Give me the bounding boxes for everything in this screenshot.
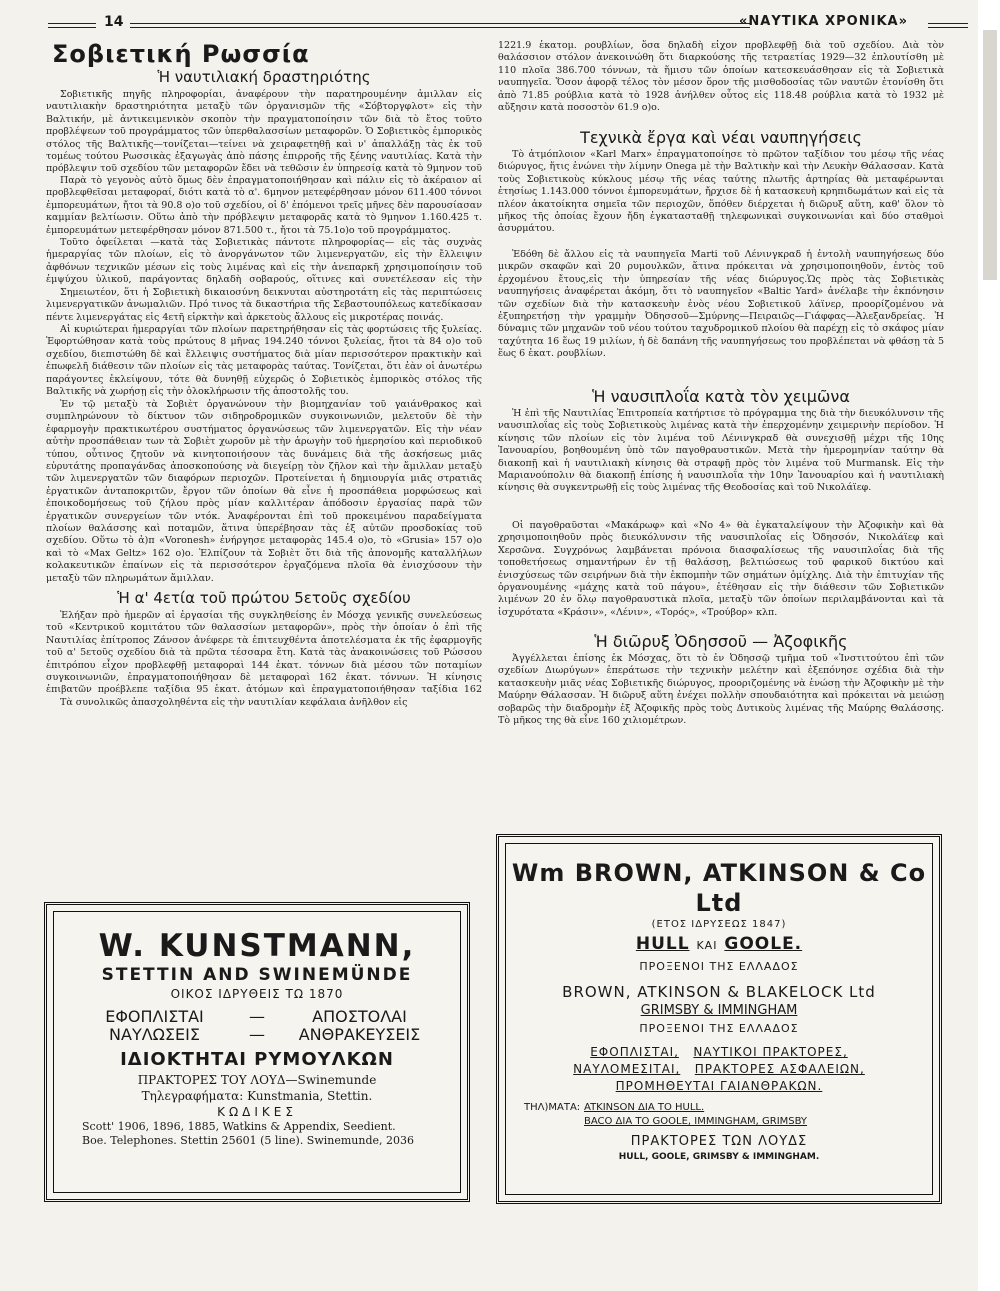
ad-conjunction: ΚΑΙ	[696, 939, 718, 952]
paragraph-block	[498, 408, 944, 520]
section-heading: Ἡ ναυσιπλοΐα κατὰ τὸν χειμῶνα	[592, 387, 850, 406]
paragraph-block	[46, 697, 482, 710]
journal-title: «ΝΑΥΤΙΚΑ ΧΡΟΝΙΚΑ»	[739, 14, 908, 29]
ad-services-grid	[72, 1008, 442, 1044]
paragraph: Ἐδόθη δὲ ἄλλου εἰς τὰ ναυπηγεῖα Marti τοῦ Λένινγκραδ ἡ ἐντολὴ ναυπηγήσεως δύο μικρῶν σκαφῶν καὶ 20 ρυμουλκῶν, ἅτινα πρόκειται νὰ χρησιμοποιηθοῦν, ἐντὸς τοῦ ἐρχομένου ἔτους,εἰς τὴν ὑπηρεσίαν τῆς νέας διώρυγος.Ὡς πρὸς τὰς Σοβιετικὰς ναυπηγήσεις ἀναφέρεται ἀκόμη, ὅτι τὸ ναυπηγεῖον «Baltic Yard» ἀνέλαβε τὴν ἐκπόνησιν τῶν σχεδίων διὰ τὴν κατασκευὴν ἑνὸς νέου Σοβιετικοῦ λάϊνερ, προορίζομένου νὰ ἐξυπηρετήσῃ τὴν γραμμὴν Ὀδησσοῦ—Σμύρνης—Πειραιῶς—Γιάφφας—Ἀλεξανδρείας. Ἡ δύναμις τῶν μηχανῶν τοῦ νέου τούτου ταχυδρομικοῦ πλοίου θὰ παρέχῃ εἰς τὸ σκάφος μίαν ταχύτητα 16 ἕως 19 μιλίων, ἡ δὲ δαπάνη τῆς ναυπηγήσεως του προβλέπεται νὰ φθάσῃ τὰ 5 ἕως 6 ἑκατ. ρουβλίων.	[498, 249, 944, 360]
ad-hull-goole	[506, 932, 932, 958]
section-heading: Ἡ α' 4ετία τοῦ πρώτου 5ετοῦς σχεδίου	[117, 589, 411, 607]
ad-codes-heading: ΚΩΔΙΚΕΣ	[217, 1105, 297, 1119]
brown-atkinson-advertisement	[496, 834, 942, 1204]
paragraph-block	[498, 40, 944, 128]
ad-service: ΝΑΥΛΩΣΕΙΣ	[109, 1025, 200, 1044]
kunstmann-advertisement	[44, 902, 470, 1202]
ad-service: ΑΠΟΣΤΟΛΑΙ	[312, 1007, 407, 1026]
paragraph: Σοβιετικῆς πηγῆς πληροφορίαι, ἀναφέρουν τὴν παρατηρουμένην ἁμιλλαν εἰς ναυτιλιακὴν δραστηριότητα μεταξὺ τῶν ὀργανισμῶν τῆς «Σόβτοργφλοτ» εἰς τὴν Βαλτικήν, μὲ ἀντικειμενικὸν σκοπὸν τὴν πραγματοποίησιν τῶν διὰ τὸ ἔτος τοῦτο προβλέψεων τοῦ προγράμματος τῶν ὑπερθαλασσίων μεταφορῶν. Ὁ Σοβιετικὸς ἐμπορικὸς στόλος τῆς Βαλτικῆς—τονίζεται—τείνει νὰ χειραφετηθῇ καὶ ν' ἀπαλλάξῃ τὰς ἐκ τοῦ τομέως τούτου Ρωσσικὰς ἐξαγωγὰς ἀπὸ πάσης ἐπιρροῆς τῆς ξένης ναυτιλίας. Κατὰ τὴν πρόβλεψιν τοῦ σχεδίου τῶν μεταφορῶν ἔδει νὰ τεθῶσιν ἐν ὑπηρεσίᾳ κατὰ τὸ 9μηνον τοῦ	[46, 89, 482, 175]
paragraph: Σημειωτέον, ὅτι ἡ Σοβιετικὴ δικαιοσύνη δεικνυται αὐστηροτάτη εἰς τὰς περιπτώσεις λιμενεργατικῶν ἀνωμαλιῶν. Πρό τινος τὰ δικαστήρια τῆς Σεβαστουπόλεως κατεδίκασαν πέντε λιμενεργάτας εἰς 4ετῆ εἱρκτὴν καὶ ἀρκετοὺς ἄλλους εἰς μικροτέρας ποινάς.	[46, 287, 482, 323]
ad-service: ΠΡΑΚΤΟΡΕΣ ΑΣΦΑΛΕΙΩΝ,	[694, 1062, 865, 1076]
paragraph-block	[498, 149, 944, 249]
ad-service: ΑΝΘΡΑΚΕΥΣΕΙΣ	[298, 1025, 421, 1044]
paragraph: 1221.9 ἑκατομ. ρουβλίων, ὅσα δηλαδὴ εἶχον προβλεφθῇ διὰ τοῦ σχεδίου. Διὰ τὸν θαλάσσιον στόλον ἀνεκοινώθη ὅτι διαρκούσης τῆς τετραετίας 1929—32 ἐπλουτίσθη μὲ 110 πλοῖα 386.700 τόννων, τὰ ἥμισυ τῶν ὁποίων κατεσκευάσθησαν εἰς τὰ Σοβιετικὰ ναυπηγεῖα. Ὅσον ἀφορᾷ τέλος τὸν μέσον ὅρον τῆς μισθοδοσίας τῶν ναυτῶν ἐτονίσθη ὅτι ἀπὸ 71.85 ρούβλια κατὰ τὸ 1928 ἀνήλθεν οὗτος εἰς 118.48 ρούβλια κατὰ τὸ 1932 μὲ αὔξησιν κατὰ ποσοστὸν 61.9 ο)ο.	[498, 40, 944, 114]
ad-company-name: Wm BROWN, ATKINSON & Co Ltd	[511, 859, 927, 917]
ad-inner-frame	[53, 911, 461, 1193]
paragraph-block	[46, 175, 482, 237]
header-rule	[48, 23, 96, 28]
ad-agents: ΠΡΑΚΤΟΡΕΣ ΤΩΝ ΛΟΥΔΣ	[630, 1134, 808, 1149]
ad-dash: —	[249, 1007, 265, 1026]
paragraph-block	[46, 237, 482, 287]
ad-service: ΕΦΟΠΛΙΣΤΑΙ,	[590, 1045, 679, 1059]
ad-company-name: W. KUNSTMANN,	[98, 928, 416, 964]
paragraph: Ἐλήξαν πρὸ ἡμερῶν αἱ ἐργασίαι τῆς συγκληθείσης ἐν Μόσχᾳ γενικῆς συνελεύσεως τοῦ «Κεντρικοῦ κομιτάτου τῶν θαλασσίων μεταφορῶν», πρὸς τὴν ὁποίαν ὁ ἐπὶ τῆς Ναυτιλίας ἐπίτροπος Ζάνσον ἀνέφερε τὰ ἐπιτευχθέντα ἀποτελέσματα ἐκ τῆς ἐφαρμογῆς τοῦ α' 5ετοῦς σχεδίου διὰ τὰ πρῶτα τέσσαρα ἔτη. Κατὰ τὰς ἀνακοινώσεις τοῦ Ρώσσου ἐπιτρόπου εἶχον προβλεφθῇ μεταφοραὶ 144 ἑκατ. τόννων διὰ μέσου τῶν ποταμίων συγκοινωνιῶν, ἐπραγματοποιήθησαν δὲ μεταφοραὶ 162 ἑκατ. τόννων. Ἡ κίνησις ἐπιβατῶν προέβλεπε ταξίδια 95 ἑκατ. ἀτόμων καὶ ἐπραγματοποιήθησαν ταξίδια 162	[46, 610, 482, 696]
right-column	[498, 40, 944, 741]
paragraph: Τοῦτο ὀφείλεται —κατὰ τὰς Σοβιετικὰς πάντοτε πληροφορίας— εἰς τὰς συχνὰς ἡμεραργίας τῶν πλοίων, εἰς τὸ ἀνοργάνωτον τῶν λιμενεργατῶν, εἰς τὴν ἔλλειψιν ἀφθόνων τεχνικῶν μέσων εἰς τοὺς λιμένας καὶ εἰς τὴν ἀνεπαρκῆ χρησιμοποίησιν τοῦ ἐμψύχου ὑλικοῦ, παράγοντας δηλαδὴ σοβαρούς, οἵτινες καὶ συνετέλεσαν εἰς τὴν	[46, 237, 482, 286]
paragraph: Ἀγγέλλεται ἐπίσης ἐκ Μόσχας, ὅτι τὸ ἐν Ὀδησσῷ τμῆμα τοῦ «Ἰνστιτούτου ἐπὶ τῶν σχεδίων Διωρύγων» ἐπεράτωσε τὴν τεχνικὴν μελέτην καὶ ἐξεπόνησε σχέδια διὰ τὴν κατασκευὴν μιᾶς νέας Σοβιετικῆς διώρυγος, προοριζομένης νὰ ἑνώσῃ τὴν Ἀζοφικὴν μὲ τὴν Μαύρην Θάλασσαν. Ἡ διῶρυξ αὕτη ἐνέχει πολλὴν σπουδαιότητα καὶ πρόκειται νὰ μειώσῃ σοβαρῶς τὴν διαδρομὴν ἐξ Ἀζοφικῆς πρὸς τοὺς Δυτικοὺς λιμένας τῆς Μαύρης Θαλάσσης. Τὸ μῆκος της θὰ εἶνε 160 χιλιομέτρων.	[498, 653, 944, 727]
ad-city: HULL	[635, 934, 690, 954]
ad-established: (ΕΤΟΣ ΙΔΡΥΣΕΩΣ 1847)	[651, 919, 787, 930]
paragraph-block	[46, 287, 482, 324]
ad-service: ΕΦΟΠΛΙΣΤΑΙ	[105, 1007, 204, 1026]
paragraph-block	[498, 249, 944, 387]
ad-consuls: ΠΡΟΞΕΝΟΙ ΤΗΣ ΕΛΛΑΔΟΣ	[639, 960, 799, 973]
section-heading: Ἡ διῶρυξ Ὀδησσοῦ — Ἀζοφικῆς	[594, 632, 848, 651]
ad-agent-cities: HULL, GOOLE, GRIMSBY & IMMINGHAM.	[618, 1152, 820, 1162]
page-number: 14	[104, 14, 124, 30]
paragraph: Ἡ ἐπὶ τῆς Ναυτιλίας Ἐπιτροπεία κατήρτισε τὸ πρόγραμμα της διὰ τὴν διευκόλυνσιν τῆς ναυσιπλοΐας εἰς τοὺς Σοβιετικοὺς λιμένας κατὰ τὴν ἐπερχομένην χειμερινὴν περίοδον. Ἡ κίνησις τῶν πλοίων εἰς τὸν λιμένα τοῦ Λένινγκραδ θὰ συνεχισθῇ μέχρι τῆς 10ης Ἰανουαρίου, βοηθουμένη ὑπὸ τῶν παγοθραυστικῶν. Μετὰ τὴν ἡμερομηνίαν ταύτην θὰ διακοπῇ καὶ ἡ ναυτιλιακὴ κίνησις θὰ στραφῇ πρὸς τὸν λιμένα τοῦ Murmansk. Εἰς τὴν Μαριανούπολιν θὰ διακοπῇ ἐπίσης ἡ ναυσιπλοΐα τὴν 10ην Ἰανουαρίου καὶ ἡ ναυτιλιακὴ κίνησις θὰ συγκεντρωθῇ εἰς τοὺς λιμένας τῆς Θεοδοσίας καὶ τοῦ Νικολάϊεφ.	[498, 408, 944, 494]
paragraph-block	[46, 89, 482, 175]
paragraph-block	[498, 520, 944, 632]
ad-telegraph-address: BACO ΔΙΑ ΤΟ GOOLE, IMMINGHAM, GRIMSBY	[584, 1116, 808, 1127]
header-rule	[130, 23, 750, 28]
ad-service: ΠΡΟΜΗΘΕΥΤΑΙ ΓΑΙΑΝΘΡΑΚΩΝ.	[615, 1079, 823, 1093]
paragraph: Παρὰ τὸ γεγονὸς αὐτὸ ὅμως δὲν ἐπραγματοποιήθησαν καὶ πάλιν εἰς τὸ ἀκέραιον αἱ προβλεφθεῖσαι μεταφοραί, διότι κατὰ τὸ α'. 6μηνον μετεφέρθησαν μόνον 611.400 τόννοι ἐμπορευμάτων, ἤτοι τὰ 90.8 ο)ο τοῦ σχεδίου, οἱ δ' ἑπόμενοι τρεῖς μῆνες δὲν παρουσίασαν καμμίαν βελτίωσιν. Οὕτω ἀπὸ τὴν πρόβλεψιν μεταφορᾶς κατὰ τὸ 9μηνον 1.160.425 τ. ἐμπορευμάτων μετεφέρθησαν μόνον 871.500 τ., ἤτοι τὰ 75.1ο)ο τοῦ προγράμματος.	[46, 175, 482, 236]
ad-services-row	[506, 1078, 932, 1095]
ad-service: ΝΑΥΛΟΜΕΣΙΤΑΙ,	[573, 1062, 681, 1076]
article-title: Σοβιετική Ρωσσία	[52, 40, 310, 68]
header-rule	[928, 23, 968, 28]
article-subtitle: Ἡ ναυτιλιακή δραστηριότης	[157, 68, 371, 86]
left-column	[46, 40, 482, 710]
ad-consuls: ΠΡΟΞΕΝΟΙ ΤΗΣ ΕΛΛΑΔΟΣ	[639, 1022, 799, 1035]
ad-services-row	[506, 1061, 932, 1078]
page-edge-shadow	[983, 30, 997, 280]
ad-telegraph-label: ΤΗΛ)ΜΑΤΑ:	[524, 1102, 581, 1113]
paragraph: Τὰ συνολικῶς ἀπασχοληθέντα εἰς τὴν ναυτιλίαν κεφάλαια ἀνῆλθον εἰς	[60, 697, 408, 708]
running-header	[48, 14, 968, 36]
ad-dash: —	[249, 1025, 265, 1044]
ad-company-cities: STETTIN AND SWINEMÜNDE	[101, 965, 413, 985]
ad-telegraph-address: ATKINSON ΔΙΑ ΤΟ HULL.	[584, 1102, 705, 1113]
page-edge	[978, 0, 1000, 1291]
ad-company-name-2: BROWN, ATKINSON & BLAKELOCK Ltd	[562, 983, 876, 1001]
paragraph: Αἱ κυριώτεραι ἡμεραργίαι τῶν πλοίων παρετηρήθησαν εἰς τὰς φορτώσεις τῆς ξυλείας. Ἐφορτώθησαν κατὰ τοὺς πρώτους 8 μῆνας 194.240 τόννοι ξυλείας, ἤτοι τὰ 84 ο)ο τοῦ σχεδίου, διεπιστώθη δὲ καὶ ἔλλειψις συστήματος διὰ μίαν περισσότερον πρακτικὴν καὶ ἐπωφελῆ διάθεσιν τῶν πλοίων εἰς τὰς μεταφορὰς ταύτας. Τονίζεται, ὅτι ἐὰν οἱ ἀνωτέρω παράγοντες ἐκλείψουν, τότε θὰ δυνηθῇ εὐχερῶς ὁ Σοβιετικὸς ἐμπορικὸς στόλος τῆς Βαλτικῆς νὰ χωρήσῃ εἰς τὴν ὁλοκλήρωσιν τῆς ἀποστολῆς του.	[46, 324, 482, 398]
paragraph-block	[46, 324, 482, 399]
ad-service: ΝΑΥΤΙΚΟΙ ΠΡΑΚΤΟΡΕΣ,	[693, 1045, 848, 1059]
section-heading: Τεχνικὰ ἔργα καὶ νέαι ναυπηγήσεις	[580, 128, 862, 147]
ad-code-line: Scott' 1906, 1896, 1885, Watkins & Appendix, Seedient.	[82, 1120, 396, 1133]
ad-agents: ΠΡΑΚΤΟΡΕΣ ΤΟΥ ΛΟΥΔ—Swinemunde	[137, 1073, 377, 1087]
ad-established: ΟΙΚΟΣ ΙΔΡΥΘΕΙΣ ΤΩ 1870	[170, 987, 344, 1001]
ad-services-row	[506, 1044, 932, 1061]
paragraph: Τὸ ἀτμόπλοιον «Karl Marx» ἐπραγματοποίησε τὸ πρῶτον ταξίδιον του μέσῳ τῆς νέας διώρυγος, ἥτις ἑνώνει τὴν λίμνην Onega μὲ τὴν Βαλτικὴν καὶ τὴν Λευκὴν Θάλασσαν. Κατὰ τοὺς Σοβιετικοὺς κύκλους μέσῳ τῆς νέας ταύτης πλωτῆς ἀρτηρίας θὰ μεταφέρωνται ἐτησίως 1.143.000 τόννοι ἐμπορευμάτων, ἤρχισε δὲ ἡ κατασκευὴ κρηπιδωμάτων καὶ εἰς τὰ πλέον ἀκατοίκητα σημεῖα τῶν περιοχῶν, ὅπόθεν διέρχεται ἡ διῶρυξ αὕτη, καθ' ὅλον τὸ μῆκος τῆς ὁποίας ἔχουν ἤδη ἐγκατασταθῇ τηλεφωνικαὶ συγκοινωνίαι καὶ δύο σταθμοὶ ἀσυρμάτου.	[498, 149, 944, 235]
paragraph-block	[46, 610, 482, 697]
paragraph: Οἱ παγοθραῦσται «Μακάρωφ» καὶ «Νο 4» θὰ ἐγκαταλείψουν τὴν Ἀζοφικὴν καὶ θὰ χρησιμοποιηθοῦν πρὸς διευκόλυνσιν τῆς ναυσιπλοΐας εἰς Ὀδησσόν, Νικολάϊεφ καὶ Χερσῶνα. Συγχρόνως λαμβάνεται πρόνοια διασφαλίσεως τῆς ναυσιπλοΐας διὰ τῆς τοποθετήσεως σημαντήρων ἐν τῇ θαλάσσῃ, βελτιώσεως τοῦ φαρικοῦ δικτύου καὶ ἐνισχύσεως τῶν σειρήνων διὰ τὴν ἐκπομπὴν τῶν σημάτων ὁμίχλης. Διὰ τὴν ἐπιτυχίαν τῆς ὀργανουμένης «μάχης κατὰ τοῦ πάγου», ἐτέθησαν εἰς τὴν διάθεσιν τῶν Σοβιετικῶν λιμένων 20 ἐν ὅλῳ παγοθραυστικὰ πλοῖα, μεταξὺ τῶν ὁποίων περιλαμβάνονται καὶ τὰ ἰσχυρότατα «Κράσιν», «Λένιν», «Τορός», «Τρούβορ» κλπ.	[498, 520, 944, 618]
ad-telegraph: Τηλεγραφήματα: Kunstmania, Stettin.	[141, 1089, 373, 1103]
ad-owners: ΙΔΙΟΚΤΗΤΑΙ ΡΥΜΟΥΛΚΩΝ	[120, 1049, 394, 1070]
paragraph: Ἐν τῷ μεταξὺ τὰ Σοβιὲτ ὀργανώνουν τὴν βιομηχανίαν τοῦ γαιάνθρακος καὶ συμπληρώνουν τὸ δίκτυον τῶν σιδηροδρομικῶν συγκοινωνιῶν, μελετοῦν δὲ τὴν ἐφαρμογὴν πρακτικωτέρου συστήματος ὀργανώσεως τῶν λιμενεργατῶν. Εἰς τὴν νέαν αὐτὴν προσπάθειαν των τὰ Σοβιὲτ χωροῦν μὲ τὴν ἀρωγὴν τοῦ ἡμερησίου καὶ περιοδικοῦ τύπου, οὗτινος ζητοῦν νὰ κινητοποιήσουν τὰς δυνάμεις διὰ τῆς ἀσκήσεως μιᾶς εὐρυτάτης προπαγάνδας ἀποσκοπούσης νὰ διεγείρῃ τὸν ζῆλον καὶ τὴν ἅμιλλαν μεταξὺ τῶν λιμενεργατῶν τῶν διαφόρων περιοχῶν. Προτείνεται ἡ δημιουργία μιᾶς στρατιᾶς ἐργατικῶν ἀνταποκριτῶν, ἔργον τῶν ὁποίων θὰ εἶνε ἡ προσπάθεια μορφώσεως καὶ ἐποικοδομήσεως τοῦ ζήλου πρὸς μίαν καλλιτέραν ἀπόδοσιν ἐργασίας παρὰ τῶν ἐργατικῶν συνεργείων τῶν ντόκ. Ἀναφέρονται ἐπὶ τοῦ προκειμένου παραδείγματα πλοίων θαλάσσης καὶ ποταμῶν, ἅτινα ὑπερέβησαν τὰς ἐξ αὐτῶν προσδοκίας τοῦ σχεδίου. Οὕτω τὸ ἀ)π «Voronesh» ἐνήργησε μεταφορὰς 145.4 ο)ο, τὸ «Grusia» 157 ο)ο καὶ τὸ «Max Geltz» 162 ο)ο. Ἐλπίζουν τὰ Σοβιὲτ ὅτι διὰ τῆς ἀπονομῆς καταλλήλων κολακευτικῶν ἐπαίνων εἰς τὰ περισσότερον ἐργαζόμενα πλοῖα θὰ ἐνισχύσουν τὴν μεταξὺ τῶν πληρωμάτων ἅμιλλαν.	[46, 399, 482, 584]
ad-inner-frame	[505, 843, 933, 1195]
paragraph-block	[498, 653, 944, 741]
ad-grimsby: GRIMSBY & IMMINGHAM	[640, 1003, 798, 1018]
ad-code-line: Boe. Telephones. Stettin 25601 (5 line). Swinemunde, 2036	[82, 1134, 415, 1147]
ad-city: GOOLE.	[724, 934, 803, 954]
ad-telegraph	[506, 1101, 932, 1129]
paragraph-block	[46, 399, 482, 585]
